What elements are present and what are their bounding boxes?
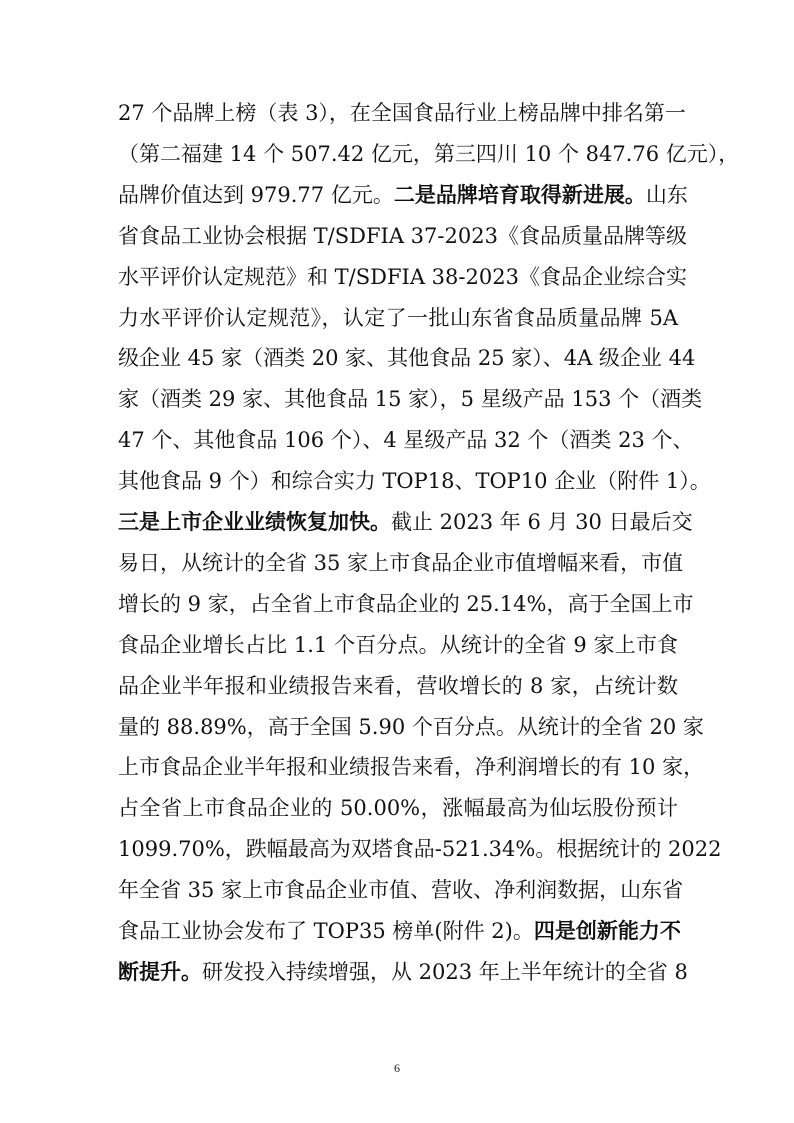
text-segment: 家（酒类 29 家、其他食品 15 家），5 星级产品 153 个（酒类 — [118, 387, 703, 412]
text-segment: 力水平评价认定规范》，认定了一批山东省食品质量品牌 5A — [118, 305, 678, 330]
text-line — [118, 180, 688, 210]
text-segment: 27 个品牌上榜（表 3），在全国食品行业上榜品牌中排名第一 — [118, 101, 686, 125]
text-line — [118, 793, 678, 823]
text-segment: 研发投入持续增强，从 2023 年上半年统计的全省 8 — [202, 959, 688, 984]
text-segment: 品牌价值达到 979.77 亿元。 — [118, 182, 394, 207]
text-line — [118, 98, 686, 128]
text-line — [118, 221, 687, 251]
bold-heading-text: 二是品牌培育取得新进展。 — [393, 182, 646, 207]
text-segment: 级企业 45 家（酒类 20 家、其他食品 25 家）、4A 级企业 44 — [118, 346, 696, 371]
text-line — [118, 834, 722, 864]
text-line — [118, 343, 696, 373]
text-line — [118, 548, 684, 578]
text-segment: 截止 2023 年 6 月 30 日最后交 — [391, 510, 693, 534]
text-segment: 食品工业协会发布了 TOP35 榜单(附件 2)。 — [118, 919, 534, 943]
text-line — [118, 425, 694, 455]
text-segment: 省食品工业协会根据 T/SDFIA 37-2023《食品质量品牌等级 — [118, 223, 687, 248]
bold-heading-text: 四是创新能力不 — [533, 919, 681, 943]
text-segment: 品企业半年报和业绩报告来看，营收增长的 8 家，占统计数 — [118, 673, 678, 698]
text-line — [118, 752, 705, 782]
text-segment: 量的 88.89%，高于全国 5.90 个百分点。从统计的全省 20 家 — [118, 714, 704, 739]
text-line — [118, 630, 678, 660]
text-segment: 其他食品 9 个）和综合实力 TOP18、TOP10 企业（附件 1）。 — [118, 469, 711, 494]
text-segment: 易日，从统计的全省 35 家上市食品企业市值增幅来看，市值 — [118, 550, 684, 575]
page-number: 6 — [394, 1061, 400, 1075]
text-segment: 1099.70%，跌幅最高为双塔食品-521.34%。根据统计的 2022 — [118, 837, 722, 862]
text-segment: 食品企业增长占比 1.1 个百分点。从统计的全省 9 家上市食 — [118, 632, 678, 657]
text-line — [118, 916, 681, 946]
text-segment: 增长的 9 家，占全省上市食品企业的 25.14%，高于全国上市 — [118, 591, 694, 616]
text-line — [118, 671, 678, 701]
text-segment: 年全省 35 家上市食品企业市值、营收、净利润数据，山东省 — [118, 878, 684, 903]
text-segment: 占全省上市食品企业的 50.00%，涨幅最高为仙坛股份预计 — [118, 796, 678, 821]
bold-heading-text: 断提升。 — [118, 959, 202, 984]
text-segment: 47 个、其他食品 106 个）、4 星级产品 32 个（酒类 23 个、 — [118, 428, 694, 453]
text-line — [118, 589, 694, 619]
text-line — [118, 303, 678, 333]
text-segment: 上市食品企业半年报和业绩报告来看，净利润增长的有 10 家， — [118, 755, 705, 780]
text-segment: 水平评价认定规范》和 T/SDFIA 38-2023《食品企业综合实 — [118, 264, 687, 289]
text-segment: （第二福建 14 个 507.42 亿元，第三四川 10 个 847.76 亿元）， — [118, 141, 740, 166]
text-line — [118, 957, 688, 987]
text-line — [118, 262, 687, 292]
text-segment: 山东 — [645, 182, 688, 207]
text-line — [118, 384, 703, 414]
bold-heading-text: 三是上市企业业绩恢复加快。 — [118, 510, 391, 534]
text-line — [118, 507, 693, 537]
text-line — [118, 875, 684, 905]
text-line — [118, 712, 704, 742]
text-line — [118, 139, 740, 169]
text-line — [118, 466, 711, 496]
